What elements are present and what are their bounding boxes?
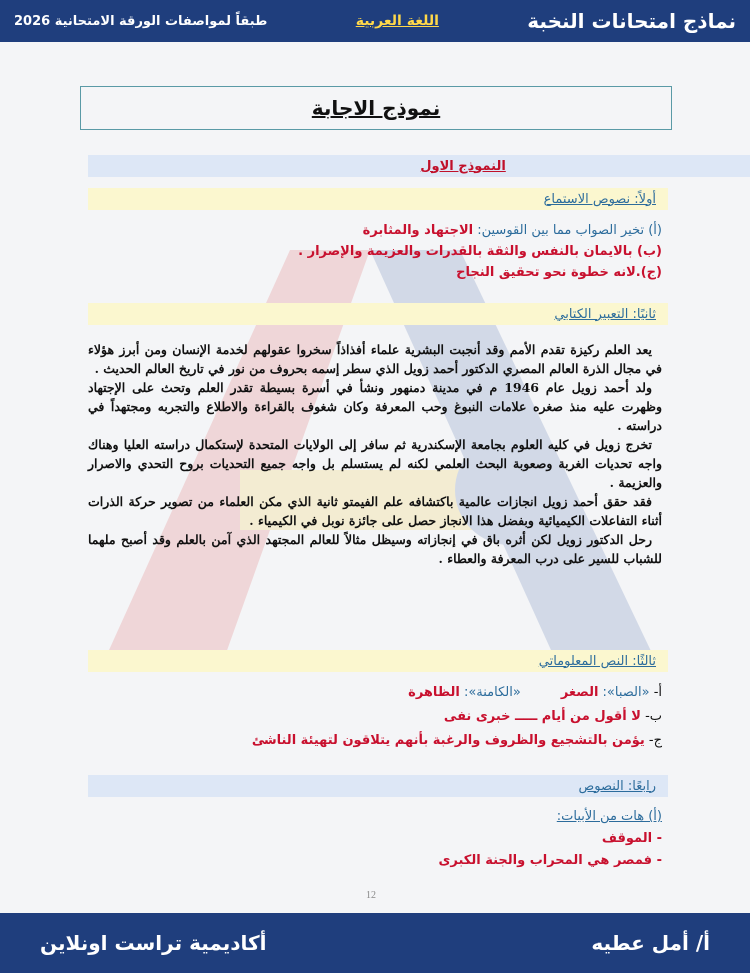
section4-item: - الموقف (601, 831, 662, 846)
section1-band (88, 188, 668, 210)
section3-b: ب- لا أقول من أيام ـــــ خبرى نفى (443, 709, 662, 724)
subject-label: اللغة العربية (355, 13, 439, 29)
section4-band (88, 775, 668, 797)
page-footer (0, 913, 750, 973)
section4-sub-heading: (أ) هات من الأبيات: (556, 809, 662, 824)
section3-band (88, 650, 668, 672)
essay-paragraph: فقد حقق أحمد زويل انجازات عالمية باكتشافه علم الفيمتو ثانية الذي مكن العلماء من تصوير حركة الذرات أثناء التفاعلات الكيميائية وبفضل هذا الانجاز حصل على جائزة نوبل في الكيمياء . (88, 494, 662, 528)
teacher-name: أ/ أمل عطيه (591, 931, 710, 955)
essay-paragraph: ولد أحمد زويل عام 1946 م في مدينة دمنهور ونشأ في أسرة بسيطة تقدر العلم وتحث على الإجتهاد وظهرت عليه منذ صغره علامات النبوغ وحب المعرفة وكان شغوف بالقراءة والاطلاع والتجربه ومجتهداً في دراسته . (88, 380, 662, 433)
essay-paragraph: يعد العلم ركيزة تقدم الأمم وقد أنجبت البشرية علماء أفذاذاً سخروا عقولهم لخدمة الإنسان ومن أبرز هؤلاء في مجال الذرة العالم المصري الدكتور أحمد زويل الذي سطر إسمه بحروف من نور في تاريخ العالم الحديث . (88, 342, 662, 376)
spec-label: طبقاً لمواصفات الورقة الامتحانية 2026 (14, 13, 268, 29)
section3-a: أ- «الصبا»: الصغر«الكامنة»: الظاهرة (408, 685, 662, 700)
section4-heading: رابعًا: النصوص (578, 778, 656, 794)
section1-b: (ب) بالايمان بالنفس والثقة بالقدرات والعزيمة والإصرار . (298, 244, 662, 259)
essay-body (88, 340, 662, 568)
series-title: نماذج امتحانات النخبة (527, 9, 736, 33)
page-header (0, 0, 750, 42)
page-number: 12 (366, 890, 376, 901)
section4-item: - فمصر هي المحراب والجنة الكبرى (438, 853, 662, 868)
section2-heading: ثانيًا: التعبير الكتابي (554, 306, 656, 322)
model-label: النموذج الاول (420, 158, 506, 174)
model-band (88, 155, 750, 177)
section1-c: (ج).لانه خطوة نحو تحقيق النجاح (456, 265, 662, 280)
essay-paragraph: تخرج زويل في كليه العلوم بجامعة الإسكندرية ثم سافر إلى الولايات المتحدة لإستكمال دراسته العليا وهناك واجه تحديات الغربة وصعوبة البحث العلمي لكنه لم يستسلم بل واجه جميع التحديات بروح التحدي والاصرار والعزيمة . (88, 437, 662, 490)
section1-a (363, 222, 662, 240)
section3-a-prefix: أ- (649, 685, 662, 700)
essay-paragraph: رحل الدكتور زويل لكن أثره باق في إنجازاته وسيظل مثالاً للعالم المجتهد الذي آمن بالعلم وقد أصبح ملهما للشباب للسير على درب المعرفة والعطاء . (88, 532, 662, 566)
section1-a-label: (أ) تخير الصواب مما بين القوسين: (473, 223, 662, 238)
answer-title-box (80, 86, 672, 130)
page-title: نموذج الاجابة (311, 96, 441, 120)
academy-name: أكاديمية تراست اونلاين (40, 931, 267, 955)
section3-heading: ثالثًا: النص المعلوماتي (538, 653, 656, 669)
section1-heading: أولاً: نصوص الاستماع (543, 191, 656, 207)
section3-c: ج- يؤمن بالتشجيع والظروف والرغبة بأنهم يتلاقون لتهيئة الناشئ (251, 733, 662, 748)
section1-a-answer: الاجتهاد والمثابرة (362, 223, 474, 238)
section2-band (88, 303, 668, 325)
